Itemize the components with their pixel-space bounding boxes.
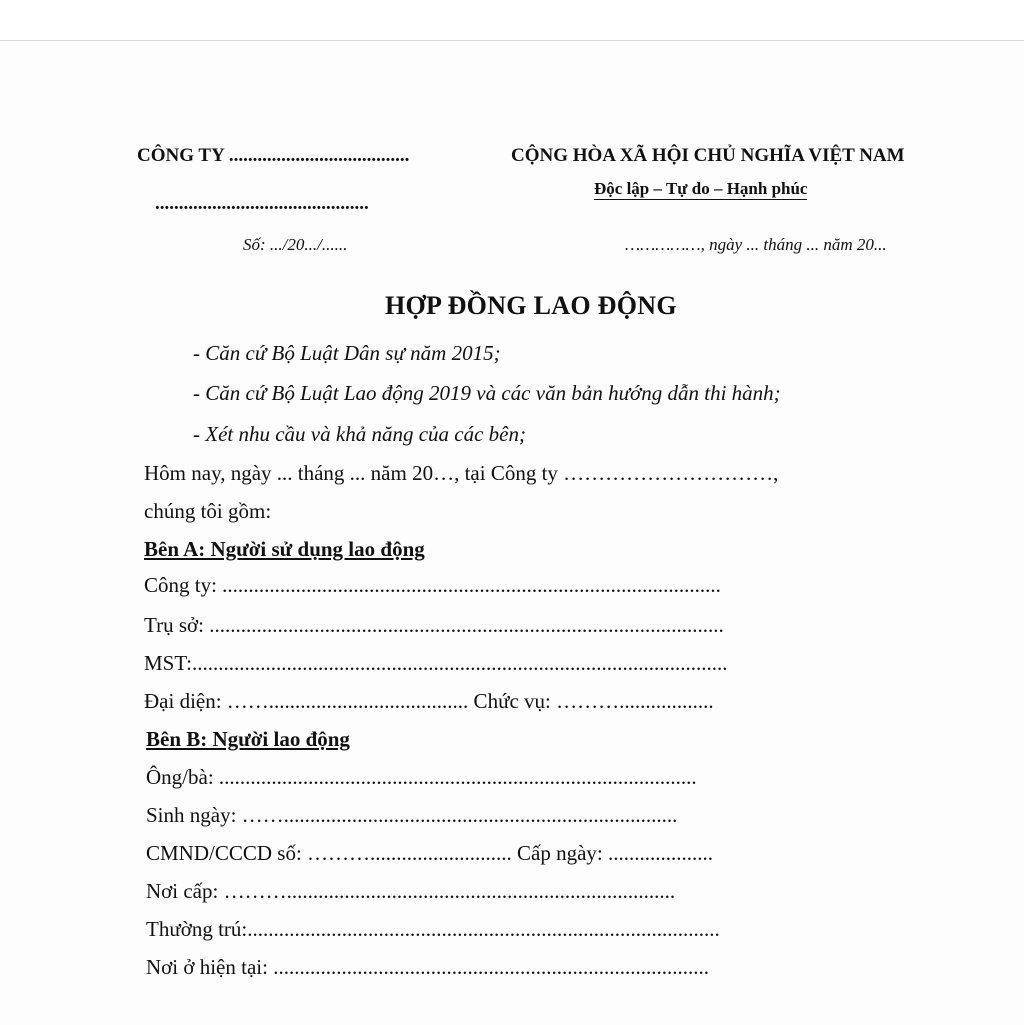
party-b-dob: Sinh ngày: ……........................................................................... [146, 803, 678, 827]
document-number: Số: .../20.../...... [243, 235, 348, 254]
basis-needs: - Xét nhu cầu và khả năng của các bên; [193, 422, 526, 446]
party-a-address: Trụ sở: .................................................................................................. [144, 613, 724, 637]
motto-text: Độc lập – Tự do – Hạnh phúc [594, 179, 808, 198]
party-b-permanent-address: Thường trú:.......................................................................................... [146, 917, 720, 941]
party-b-current-address: Nơi ở hiện tại: ................................................................................... [146, 955, 709, 979]
document-page [0, 40, 1024, 1025]
party-b-id: CMND/CCCD số: ………........................... Cấp ngày: .................... [146, 841, 714, 865]
basis-labor-code: - Căn cứ Bộ Luật Lao động 2019 và các văn bản hướng dẫn thi hành; [193, 381, 781, 405]
party-a-tax-code: MST:...................................................................................................... [144, 651, 728, 675]
intro-line2: chúng tôi gồm: [144, 499, 272, 523]
party-b-name: Ông/bà: ........................................................................................... [146, 765, 697, 789]
motto [594, 179, 807, 200]
contract-title: HỢP ĐỒNG LAO ĐỘNG [385, 291, 677, 320]
intro-line: Hôm nay, ngày ... tháng ... năm 20…, tại Công ty …………………………, [144, 461, 779, 485]
party-a-heading: Bên A: Người sử dụng lao động [144, 537, 425, 561]
company-name-line2: ............................................. [155, 193, 369, 214]
company-name-left: CÔNG TY ...................................... [137, 145, 410, 166]
party-b-heading: Bên B: Người lao động [146, 727, 350, 751]
party-a-company: Công ty: ............................................................................................... [144, 573, 721, 597]
party-b-issued-place: Nơi cấp: ……….......................................................................... [146, 879, 676, 903]
basis-civil-code: - Căn cứ Bộ Luật Dân sự năm 2015; [193, 341, 501, 365]
nation-title: CỘNG HÒA XÃ HỘI CHỦ NGHĨA VIỆT NAM [511, 145, 905, 166]
place-date: ……………, ngày ... tháng ... năm 20... [625, 235, 887, 254]
party-a-representative: Đại diện: ……...................................... Chức vụ: ……….................. [144, 689, 714, 713]
